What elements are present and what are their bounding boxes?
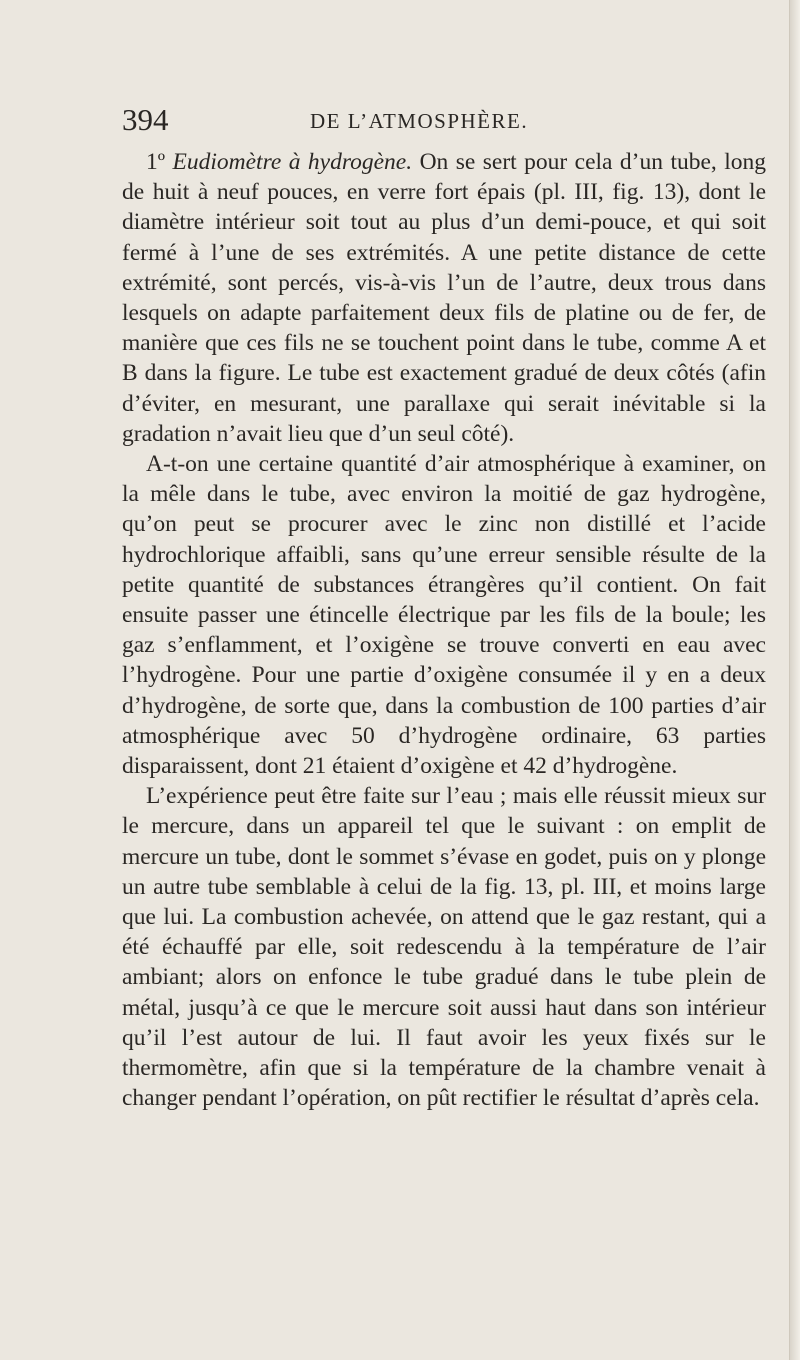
paragraph-eudiometer xyxy=(122,147,766,449)
paragraph-mercury: L’expérience peut être faite sur l’eau ; mais elle réussit mieux sur le mercure, dans un appareil tel que le suivant : on emplit de mercure un tube, dont le sommet s’évase en godet, puis on y plonge un autre tube semblable à celui de la fig. 13, pl. III, et moins large que lui. La combustion achevée, on attend que le gaz restant, qui a été échauffé par elle, soit redescendu à la température de l’air ambiant; alors on enfonce le tube gradué dans le tube plein de métal, jusqu’à ce que le mercure soit aussi haut dans son intérieur qu’il l’est autour de lui. Il faut avoir les yeux fixés sur le thermomètre, afin que si la température de la chambre venait à changer pendant l’opération, on pût rectifier le résultat d’après cela. xyxy=(122,783,766,1112)
running-head: DE L’ATMOSPHÈRE. xyxy=(310,109,529,133)
page-edge xyxy=(789,0,800,1360)
section-title: Eudiomètre à hydrogène. xyxy=(172,149,413,175)
page-number: 394 xyxy=(122,102,169,137)
paragraph-procedure: A-t-on une certaine quantité d’air atmosphérique à examiner, on la mêle dans le tube, avec environ la moitié de gaz hydrogène, qu’on peut se procurer avec le zinc non distillé et l’acide hydrochlorique affaibli, sans qu’une erreur sensible résulte de la petite quantité de substances étrangères qu’il contient. On fait ensuite passer une étincelle électrique par les fils de la boule; les gaz s’enflamment, et l’oxigène se trouve converti en eau avec l’hydrogène. Pour une partie d’oxigène consumée il y en a deux d’hydrogène, de sorte que, dans la combustion de 100 parties d’air atmosphérique avec 50 d’hydrogène ordinaire, 63 parties disparaissent, dont 21 étaient d’oxigène et 42 d’hydrogène. xyxy=(122,451,766,780)
page-header xyxy=(122,100,762,140)
paragraph-text: On se sert pour cela d’un tube, long de huit à neuf pouces, en verre fort épais (pl. III, fig. 13), dont le diamètre intérieur soit tout au plus d’un demi-pouce, et qui soit fermé à l’une de ses extrémités. A une petite distance de cette extrémité, sont percés, vis-à-vis l’un de l’autre, deux trous dans lesquels on adapte parfaitement deux fils de platine ou de fer, de manière que ces fils ne se touchent point dans le tube, comme A et B dans la figure. Le tube est exactement gradué de deux côtés (afin d’éviter, en mesurant, une parallaxe qui serait inévitable si la gradation n’avait lieu que d’un seul côté). xyxy=(122,149,767,447)
body-text xyxy=(122,147,766,1114)
item-number: 1º xyxy=(146,149,166,175)
